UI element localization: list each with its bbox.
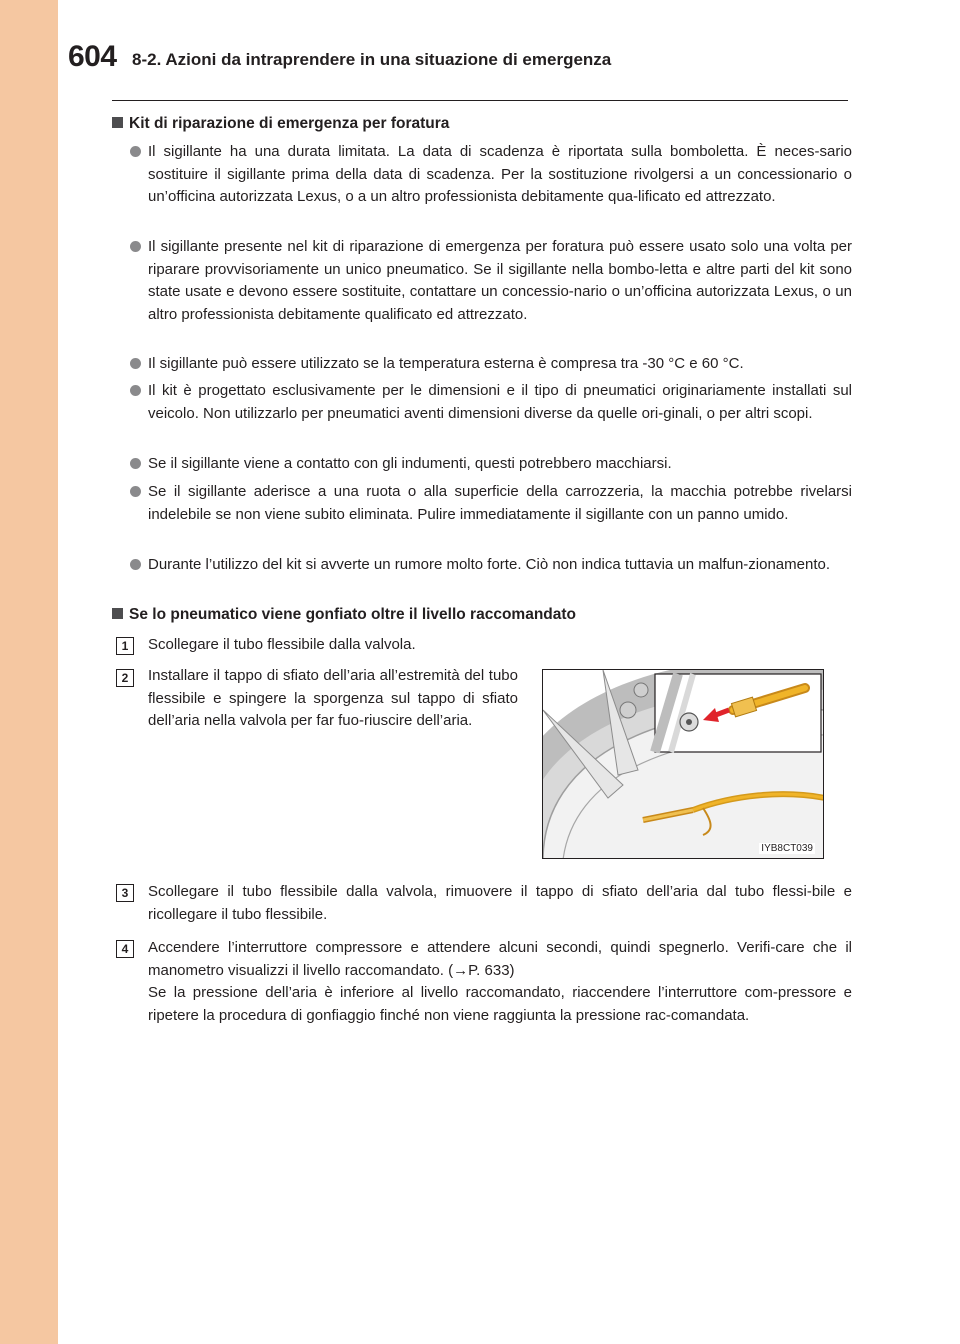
bullet-dot-icon	[130, 559, 141, 570]
list-item: Se il sigillante aderisce a una ruota o alla superficie della carrozzeria, la macchia potrebbe rivelarsi indelebile se non viene subito eliminata. Pulire immediatamente il sigillante con un panno umido.	[130, 481, 852, 526]
square-bullet-icon	[112, 608, 123, 619]
step-number-badge: 2	[116, 669, 134, 687]
step-text: Scollegare il tubo flessibile dalla valvola, rimuovere il tappo di sfiato dell’aria dal tubo flessi-bile e ricollegare il tubo flessibile.	[148, 883, 852, 923]
bullet-dot-icon	[130, 458, 141, 469]
chapter-title: 8-2. Azioni da intraprendere in una situazione di emergenza	[132, 50, 612, 69]
list-item: Il sigillante può essere utilizzato se la temperatura esterna è compresa tra -30 °C e 60 °C.	[130, 353, 852, 376]
header-divider	[112, 100, 848, 101]
list-item: Se il sigillante viene a contatto con gli indumenti, questi potrebbero macchiarsi.	[130, 453, 852, 476]
bullet-dot-icon	[130, 385, 141, 396]
square-bullet-icon	[112, 117, 123, 128]
bullet-dot-icon	[130, 146, 141, 157]
side-tab-band	[0, 0, 58, 1344]
step-number-badge: 4	[116, 940, 134, 958]
list-item: Il sigillante ha una durata limitata. La data di scadenza è riportata sulla bomboletta. È neces-sario sostituire il sigillante prima della data di scadenza. Per la sostituzione rivolgersi a un concessionario o un’officina autorizzata Lexus, o a un altro professionista debitamente qua-lificato ed attrezzato.	[130, 141, 852, 209]
figure-code: IYB8CT039	[761, 843, 813, 854]
step-number-badge: 3	[116, 884, 134, 902]
wheel-illustration-icon	[543, 670, 824, 859]
step-text: Installare il tappo di sfiato dell’aria all’estremità del tubo flessibile e spingere la sporgenza sul tappo di sfiato dell’aria nella valvola per far fuo-riuscire dell’aria.	[148, 667, 518, 729]
section-heading-kit: Kit di riparazione di emergenza per foratura	[112, 115, 449, 133]
step-text: Scollegare il tubo flessibile dalla valvola.	[148, 636, 416, 653]
step-number-badge: 1	[116, 637, 134, 655]
list-item: Il sigillante presente nel kit di riparazione di emergenza per foratura può essere usato solo una volta per riparare provvisoriamente un unico pneumatico. Se il sigillante nella bombo-letta e altre parti del kit sono state usate e devono essere sostituite, contattare un concessio-nario o un’officina autorizzata Lexus, o un altro professionista debitamente qualificato ed attrezzato.	[130, 236, 852, 326]
step-text: Accendere l’interruttore compressore e attendere alcuni secondi, quindi spegnerlo. Verifi-care che il manometro visualizzi il livello raccomandato. (→P. 633) Se la pressione dell’aria è inferiore al livello raccomandato, riaccendere l’interruttore com-pressore e ripetere la procedura di gonfiaggio finché non viene raggiunta la pressione rac-comandata.	[148, 939, 852, 1024]
list-item: Durante l’utilizzo del kit si avverte un rumore molto forte. Ciò non indica tuttavia un malfun-zionamento.	[130, 554, 852, 577]
section-heading-overinflated: Se lo pneumatico viene gonfiato oltre il livello raccomandato	[112, 606, 576, 624]
tire-valve-illustration	[542, 669, 824, 859]
page-number: 604	[68, 40, 117, 73]
bullet-dot-icon	[130, 486, 141, 497]
list-item: Il kit è progettato esclusivamente per le dimensioni e il tipo di pneumatici originariamente installati sul veicolo. Non utilizzarlo per pneumatici aventi dimensioni diverse da quelle ori-ginali, o per altri scopi.	[130, 380, 852, 425]
bullet-dot-icon	[130, 358, 141, 369]
bullet-dot-icon	[130, 241, 141, 252]
